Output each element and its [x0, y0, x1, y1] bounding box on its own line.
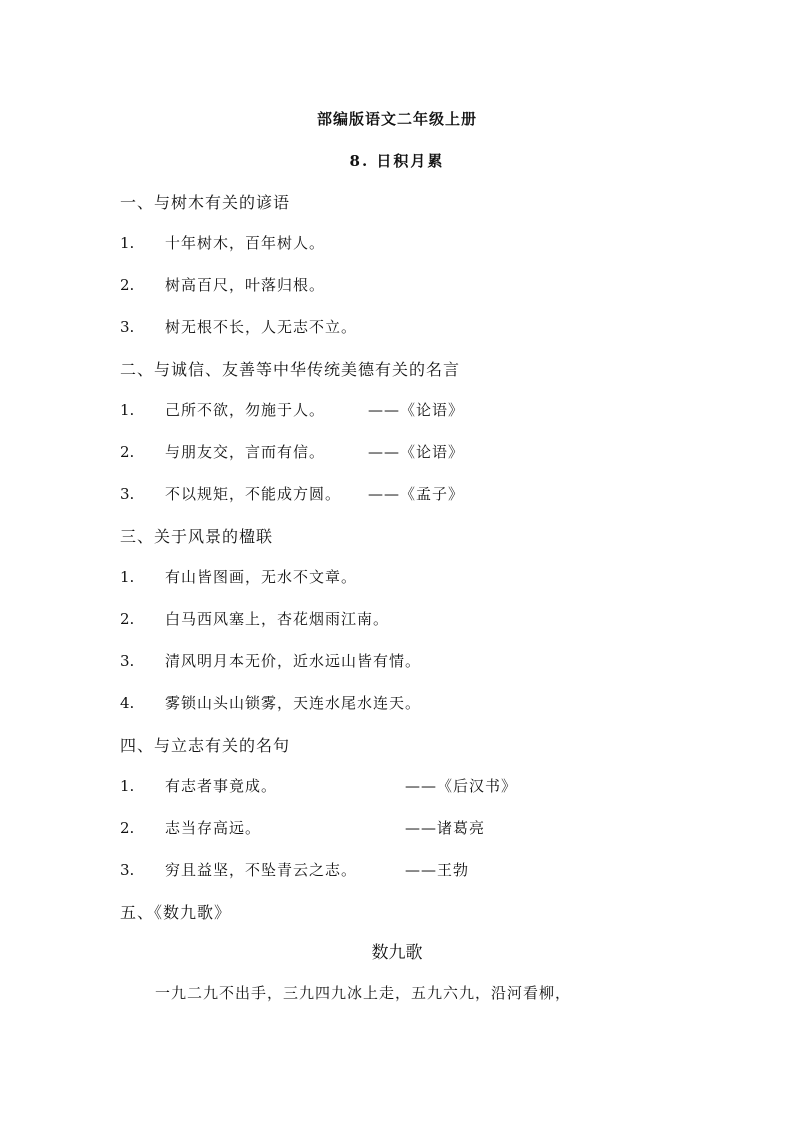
- item-number: 1.: [120, 401, 135, 419]
- item-number: 1.: [120, 777, 135, 795]
- item-text: 有山皆图画，无水不文章。: [165, 568, 358, 586]
- section-heading-4: 四、与立志有关的名句: [120, 736, 291, 755]
- item-number: 4.: [120, 694, 135, 712]
- item-number: 2.: [120, 819, 135, 837]
- item-text: 与朋友交，言而有信。: [165, 443, 326, 461]
- item-text: 树高百尺，叶落归根。: [165, 276, 326, 294]
- section-heading-5: 五、《数九歌》: [120, 903, 232, 922]
- lesson-title: 8. 日积月累: [349, 152, 445, 170]
- section-heading-2: 二、与诚信、友善等中华传统美德有关的名言: [120, 360, 461, 379]
- item-text: 不以规矩，不能成方圆。: [165, 485, 342, 503]
- item-text: 雾锁山头山锁雾，天连水尾水连天。: [165, 694, 422, 712]
- item-text: 有志者事竟成。: [165, 777, 278, 795]
- item-source: ——《后汉书》: [405, 777, 518, 795]
- section-heading-3: 三、关于风景的楹联: [120, 527, 274, 546]
- item-text: 穷且益坚，不坠青云之志。: [165, 861, 358, 879]
- song-title: 数九歌: [371, 943, 423, 963]
- section-heading-1: 一、与树木有关的谚语: [120, 193, 291, 212]
- item-number: 2.: [120, 443, 135, 461]
- item-source: ——《论语》: [368, 443, 465, 461]
- item-number: 3.: [120, 652, 135, 670]
- item-source: ——《孟子》: [368, 485, 465, 503]
- item-text: 清风明月本无价，近水远山皆有情。: [165, 652, 422, 670]
- item-source: ——《论语》: [368, 401, 465, 419]
- item-text: 志当存高远。: [165, 819, 262, 837]
- item-number: 1.: [120, 568, 135, 586]
- item-text: 十年树木，百年树人。: [165, 234, 326, 252]
- item-source: ——诸葛亮: [405, 819, 486, 837]
- song-line: 一九二九不出手，三九四九冰上走，五九六九，沿河看柳，: [155, 984, 572, 1002]
- item-number: 3.: [120, 318, 135, 336]
- item-number: 1.: [120, 234, 135, 252]
- item-number: 2.: [120, 610, 135, 628]
- item-number: 2.: [120, 276, 135, 294]
- item-text: 白马西风塞上，杏花烟雨江南。: [165, 610, 390, 628]
- item-source: ——王勃: [405, 861, 470, 879]
- item-number: 3.: [120, 861, 135, 879]
- item-number: 3.: [120, 485, 135, 503]
- item-text: 己所不欲，勿施于人。: [165, 401, 326, 419]
- document-title: 部编版语文二年级上册: [316, 110, 477, 128]
- item-text: 树无根不长，人无志不立。: [165, 318, 358, 336]
